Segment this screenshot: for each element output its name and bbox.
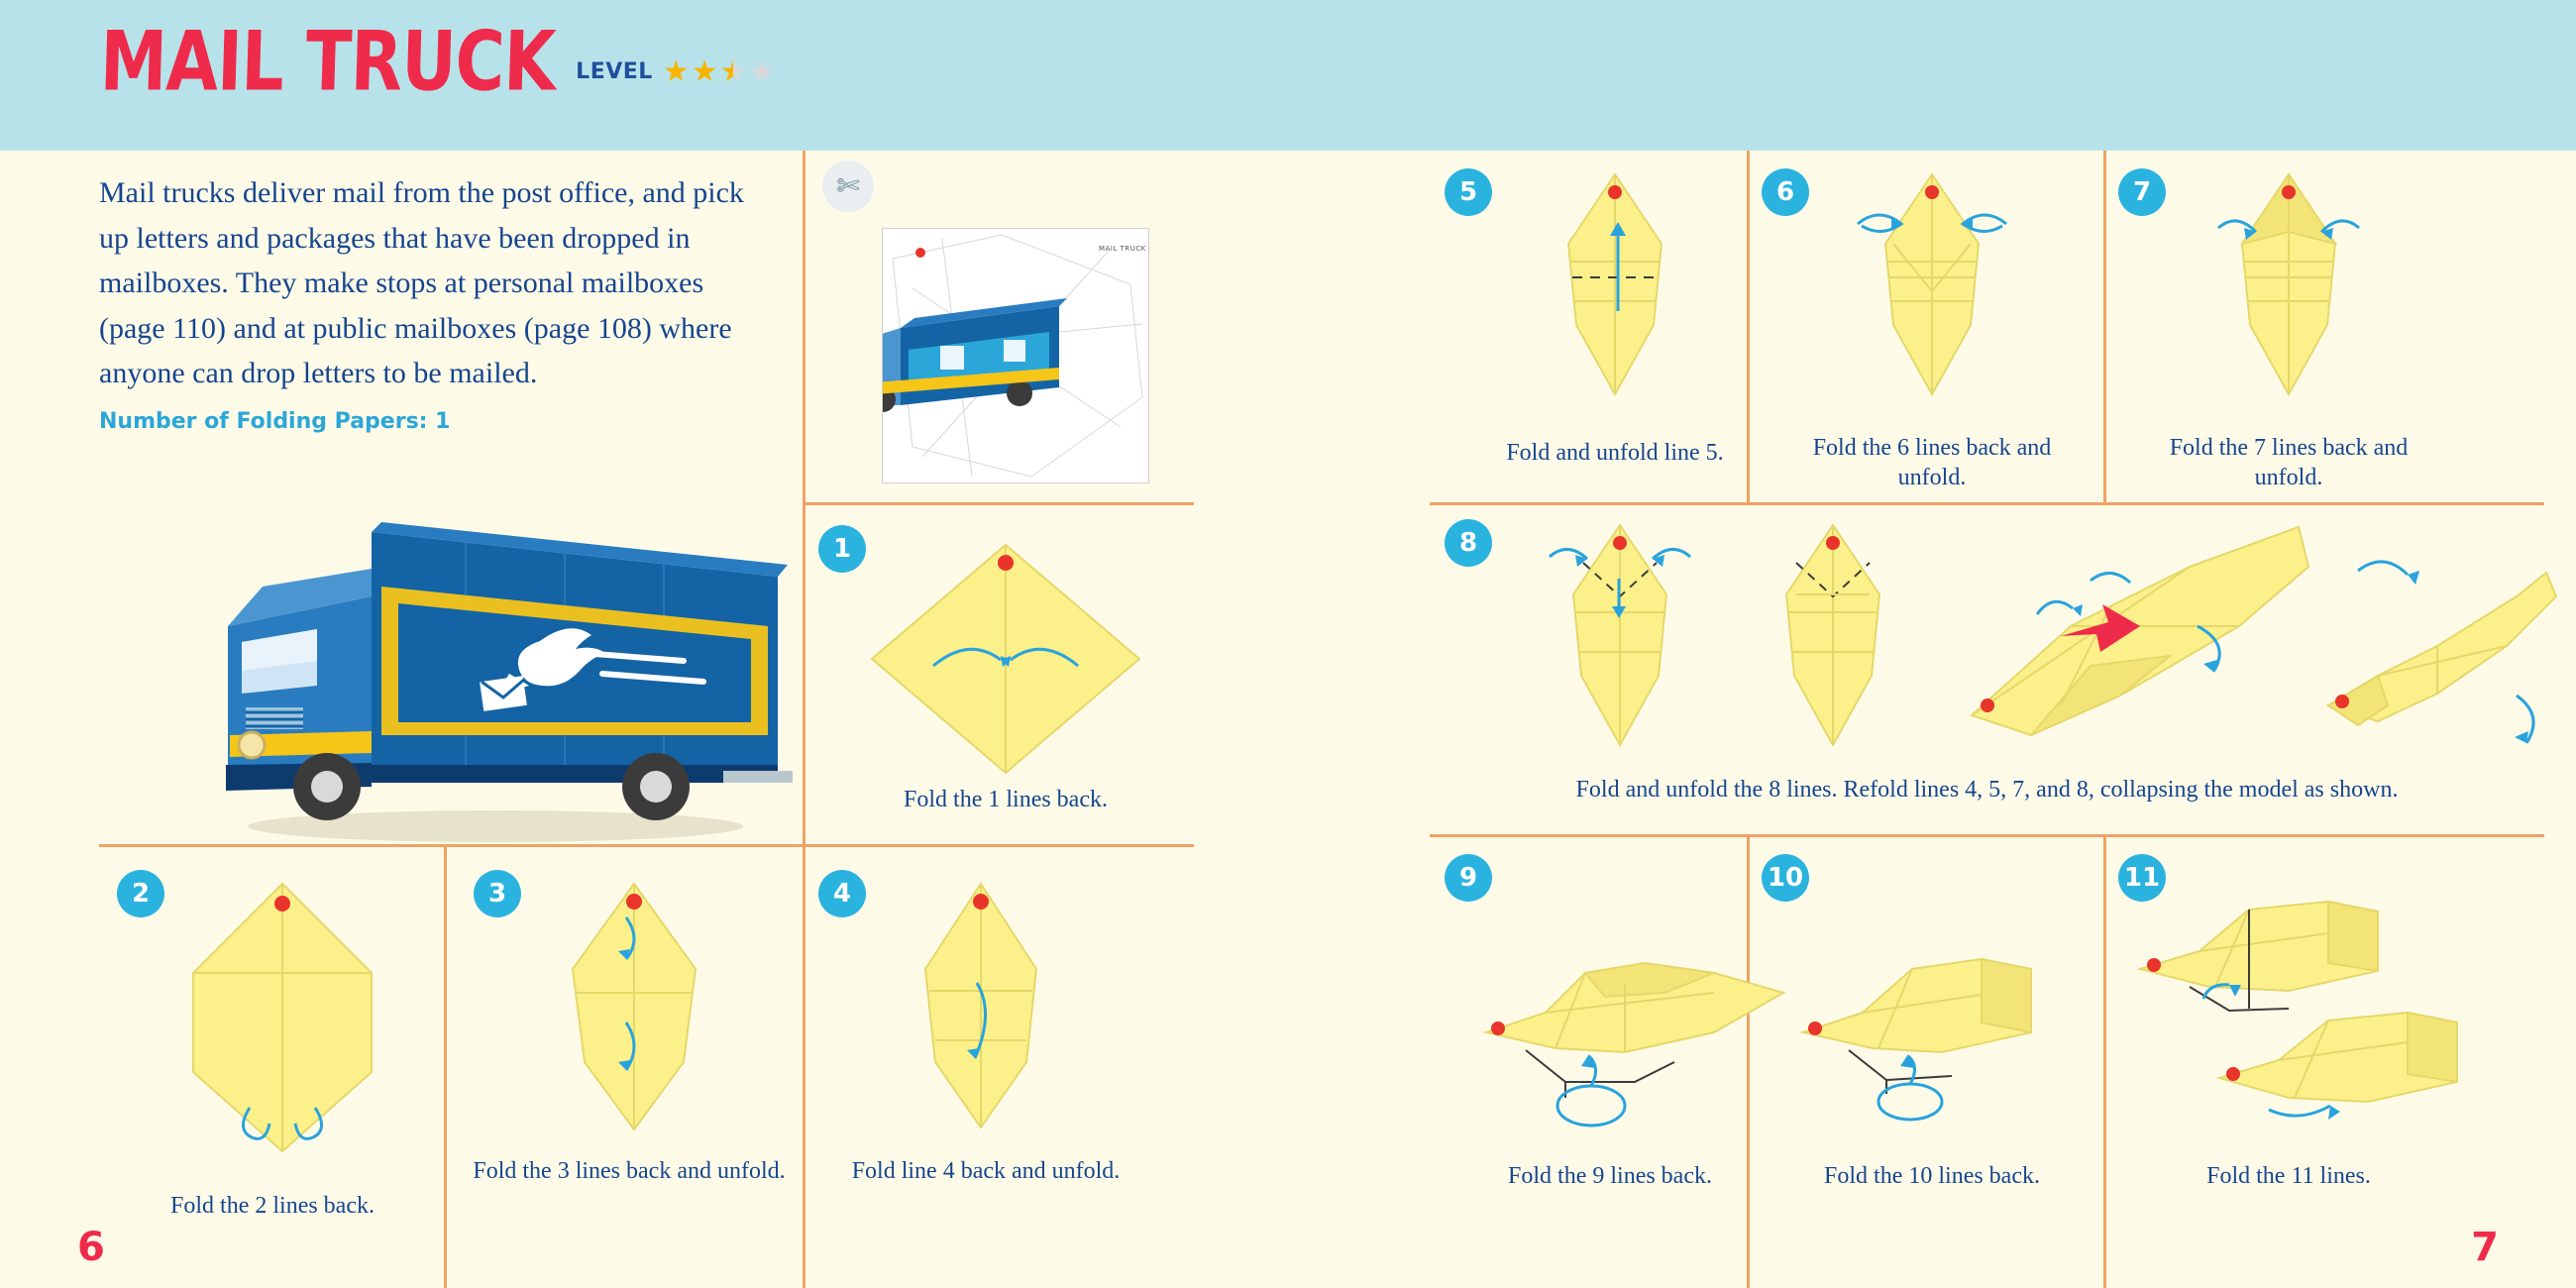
step-caption-6: Fold the 6 lines back and unfold.: [1812, 435, 2052, 490]
svg-text:MAIL TRUCK: MAIL TRUCK: [1099, 245, 1146, 253]
divider-row-right-1: [1430, 502, 2544, 505]
step-diagram-6: [1828, 166, 2036, 414]
step-diagram-8: [1516, 507, 2556, 795]
divider-step6-step7: [2103, 151, 2106, 502]
divider-step2-step3: [444, 844, 447, 1288]
page-number-left: 6: [77, 1225, 105, 1270]
step-caption-9: Fold the 9 lines back.: [1508, 1163, 1712, 1189]
step-diagram-7: [2185, 166, 2393, 414]
divider-thumb-bottom: [803, 502, 1194, 505]
step-caption-1: Fold the 1 lines back.: [904, 787, 1108, 812]
folding-paper-thumbnail: [882, 228, 1149, 483]
step-number-8: 8: [1445, 519, 1492, 567]
step-diagram-3: [505, 874, 763, 1141]
page-number-right: 7: [2471, 1225, 2499, 1270]
divider-vertical-left: [803, 151, 805, 844]
divider-step3-step4: [803, 844, 805, 1288]
step-caption-3: Fold the 3 lines back and unfold.: [473, 1158, 786, 1184]
step-caption-2: Fold the 2 lines back.: [170, 1193, 375, 1219]
step-diagram-5: [1511, 166, 1719, 414]
step-number-11: 11: [2118, 854, 2166, 902]
divider-row-left: [99, 844, 1194, 847]
intro-text: [99, 170, 753, 442]
step-number-10: 10: [1762, 854, 1809, 902]
right-page: [1387, 151, 2576, 1288]
step-number-7: 7: [2118, 168, 2166, 216]
title-block: [98, 15, 776, 111]
step-caption-5: Fold and unfold line 5.: [1506, 440, 1724, 466]
folding-papers-note: Number of Folding Papers: 1: [99, 408, 451, 434]
star-icon-3: ★ ★: [720, 57, 747, 87]
step-number-9: 9: [1445, 854, 1492, 902]
step-number-2: 2: [117, 870, 164, 917]
level-stars: [662, 54, 776, 88]
difficulty-level: [576, 54, 776, 97]
left-page: [0, 151, 1194, 1288]
step-number-4: 4: [818, 870, 866, 917]
step-number-6: 6: [1762, 168, 1809, 216]
page-title: MAIL TRUCK: [98, 15, 557, 111]
star-icon-1: ★: [662, 54, 690, 88]
step-caption-10: Fold the 10 lines back.: [1824, 1163, 2040, 1189]
step-caption-7: Fold the 7 lines back and unfold.: [2169, 435, 2409, 490]
star-icon-2: ★: [691, 54, 718, 88]
step-caption-8: Fold and unfold the 8 lines. Refold lines 4, 5, 7, and 8, collapsing the model as shown.: [1575, 777, 2399, 803]
star-icon-4: ★: [748, 54, 776, 88]
divider-row-right-2: [1430, 834, 2544, 837]
step-diagram-10: [1783, 864, 2100, 1151]
step-number-5: 5: [1445, 168, 1492, 216]
step-caption-4: Fold line 4 back and unfold.: [851, 1158, 1121, 1184]
step-caption-11: Fold the 11 lines.: [2206, 1163, 2371, 1189]
step-number-1: 1: [818, 525, 866, 573]
step-diagram-1: [842, 535, 1169, 783]
step-diagram-4: [852, 874, 1110, 1141]
intro-paragraph: Mail trucks deliver mail from the post office, and pick up letters and packages that have been dropped in mailboxes. They make stops at personal mailboxes (page 110) and at public mailboxes (page 108) where anyone can drop letters to be mailed.: [99, 176, 744, 390]
mail-truck-photo: [168, 438, 822, 854]
step-diagram-2: [139, 874, 426, 1161]
divider-step10-step11: [2103, 837, 2106, 1288]
scissors-icon: ✄: [822, 161, 874, 212]
step-number-3: 3: [474, 870, 521, 917]
level-label: LEVEL: [576, 59, 653, 85]
step-diagram-11: [2130, 860, 2526, 1157]
step-diagram-9: [1466, 864, 1803, 1151]
spread-body: [0, 151, 2576, 1288]
